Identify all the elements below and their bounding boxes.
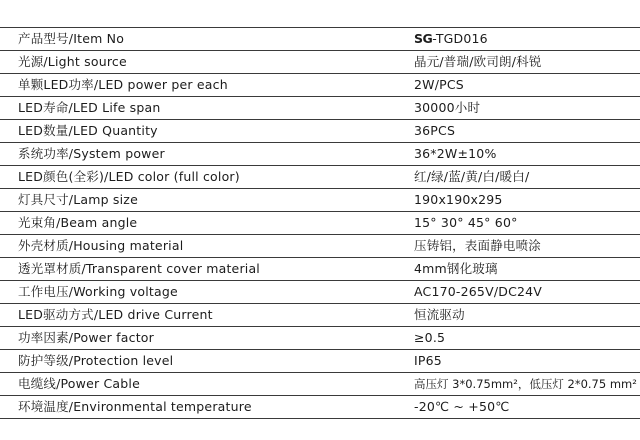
table-row-system-power [0,143,640,166]
row-value: -20℃ ~ +50℃ [414,399,510,414]
row-label: 系统功率/System power [18,146,165,161]
brand-logo: SG [414,31,433,46]
row-value: 4mm钢化玻璃 [414,261,498,276]
table-row-power-factor [0,327,640,350]
row-value: ≥0.5 [414,330,446,345]
row-value: 30000小时 [414,100,481,115]
row-value: 压铸铝，表面静电喷涂 [414,238,542,253]
table-row-beam-angle [0,212,640,235]
row-label: 工作电压/Working voltage [18,284,178,299]
row-value: 高压灯 3*0.75mm²，低压灯 2*0.75 mm² [414,377,637,391]
table-row-housing-material [0,235,640,258]
row-value: 15° 30° 45° 60° [414,215,518,230]
row-value: 36*2W±10% [414,146,497,161]
row-value: 恒流驱动 [414,307,465,322]
row-label: LED寿命/LED Life span [18,100,161,115]
item-number: -TGD016 [432,31,488,46]
table-row-led-color [0,166,640,189]
row-label: LED颜色(全彩)/LED color (full color) [18,169,240,184]
row-label: 光源/Light source [18,54,127,69]
row-label: 环境温度/Environmental temperature [18,399,252,414]
row-value: AC170-265V/DC24V [414,284,543,299]
table-row-light-source [0,51,640,74]
table-row-lamp-size [0,189,640,212]
row-label: LED数量/LED Quantity [18,123,158,138]
row-label: 透光罩材质/Transparent cover material [18,261,260,276]
row-label: 灯具尺寸/Lamp size [18,192,138,207]
table-row-life-span [0,97,640,120]
row-value: IP65 [414,353,442,368]
table-row-cover-material [0,258,640,281]
table-row-item-no [0,28,640,51]
row-value: 2W/PCS [414,77,464,92]
row-label: LED驱动方式/LED drive Current [18,307,213,322]
row-value: 190x190x295 [414,192,503,207]
table-row-power-cable [0,373,640,396]
row-value: 36PCS [414,123,456,138]
table-row-led-quantity [0,120,640,143]
row-label: 外壳材质/Housing material [18,238,184,253]
row-label: 光束角/Beam angle [18,215,138,230]
table-row-environmental-temperature [0,396,640,419]
table-row-working-voltage [0,281,640,304]
row-label: 防护等级/Protection level [18,353,174,368]
row-label: 电缆线/Power Cable [18,376,140,391]
table-row-drive-current [0,304,640,327]
row-value [414,28,640,50]
row-value: 晶元/普瑞/欧司朗/科锐 [414,54,542,69]
table-row-led-power [0,74,640,97]
table-row-protection-level [0,350,640,373]
row-label: 产品型号/Item No [18,31,125,46]
row-value: 红/绿/蓝/黄/白/暖白/ [414,169,530,184]
row-label: 单颗LED功率/LED power per each [18,77,228,92]
row-label: 功率因素/Power factor [18,330,154,345]
